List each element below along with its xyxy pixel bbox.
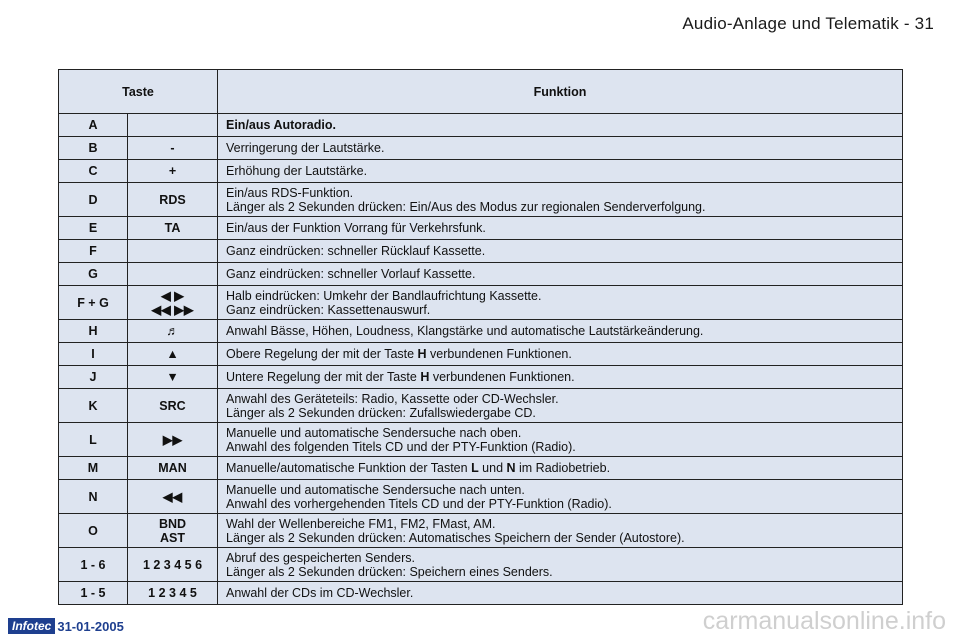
function-line: Anwahl des Geräteteils: Radio, Kassette oder CD-Wechsler. xyxy=(226,391,559,406)
key-cell: A xyxy=(59,114,128,137)
function-cell xyxy=(218,548,903,582)
table-row xyxy=(59,423,903,457)
table-row xyxy=(59,548,903,582)
table-row xyxy=(59,457,903,480)
key-cell: I xyxy=(59,343,128,366)
function-line: Manuelle/automatische Funktion der Tasten L und N im Radiobetrieb. xyxy=(226,461,611,475)
symbol-cell: ◀ ▶ ◀◀ ▶▶ xyxy=(128,286,218,320)
footer xyxy=(8,618,124,634)
table-row xyxy=(59,183,903,217)
brand-logo: Infotec xyxy=(8,618,55,634)
table-row xyxy=(59,582,903,605)
symbol-cell xyxy=(128,263,218,286)
symbol-cell: - xyxy=(128,137,218,160)
function-cell xyxy=(218,217,903,240)
function-line: Abruf des gespeicherten Senders. xyxy=(226,550,416,565)
function-cell xyxy=(218,366,903,389)
function-line: Ganz eindrücken: schneller Vorlauf Kassette. xyxy=(226,267,476,281)
symbol-cell: SRC xyxy=(128,389,218,423)
function-line: Manuelle und automatische Sendersuche nach oben. xyxy=(226,425,522,440)
table-row xyxy=(59,160,903,183)
symbol-cell: ◀◀ xyxy=(128,480,218,514)
key-cell: H xyxy=(59,320,128,343)
table-row xyxy=(59,217,903,240)
symbol-cell: 1 2 3 4 5 xyxy=(128,582,218,605)
table-row xyxy=(59,114,903,137)
function-cell xyxy=(218,389,903,423)
key-cell: F + G xyxy=(59,286,128,320)
function-cell xyxy=(218,183,903,217)
function-cell xyxy=(218,263,903,286)
key-cell: G xyxy=(59,263,128,286)
table-row xyxy=(59,514,903,548)
function-cell xyxy=(218,286,903,320)
function-line: Länger als 2 Sekunden drücken: Speichern eines Senders. xyxy=(226,564,553,579)
function-cell xyxy=(218,240,903,263)
function-cell xyxy=(218,457,903,480)
function-line: Ganz eindrücken: schneller Rücklauf Kassette. xyxy=(226,244,486,258)
table-row xyxy=(59,137,903,160)
function-table xyxy=(58,69,903,605)
key-cell: K xyxy=(59,389,128,423)
footer-date: 31-01-2005 xyxy=(57,618,124,634)
key-cell: L xyxy=(59,423,128,457)
table-row xyxy=(59,366,903,389)
header-function: Funktion xyxy=(218,70,903,114)
function-cell xyxy=(218,514,903,548)
key-cell: D xyxy=(59,183,128,217)
function-cell xyxy=(218,137,903,160)
function-line: Wahl der Wellenbereiche FM1, FM2, FMast, AM. xyxy=(226,516,496,531)
symbol-cell: RDS xyxy=(128,183,218,217)
watermark: carmanualsonline.info xyxy=(702,607,946,635)
header-key: Taste xyxy=(59,70,218,114)
page-title: Audio-Anlage und Telematik - 31 xyxy=(682,14,934,33)
table-row xyxy=(59,320,903,343)
table-row xyxy=(59,240,903,263)
function-line: Halb eindrücken: Umkehr der Bandlaufrichtung Kassette. xyxy=(226,288,542,303)
table-row xyxy=(59,263,903,286)
key-cell: 1 - 6 xyxy=(59,548,128,582)
function-line: Anwahl des vorhergehenden Titels CD und der PTY-Funktion (Radio). xyxy=(226,496,612,511)
function-line: Länger als 2 Sekunden drücken: Ein/Aus des Modus zur regionalen Senderverfolgung. xyxy=(226,199,706,214)
key-cell: N xyxy=(59,480,128,514)
function-cell xyxy=(218,114,903,137)
function-line: Verringerung der Lautstärke. xyxy=(226,141,385,155)
key-cell: F xyxy=(59,240,128,263)
function-line: Obere Regelung der mit der Taste H verbundenen Funktionen. xyxy=(226,347,572,361)
function-cell xyxy=(218,343,903,366)
symbol-cell: 1 2 3 4 5 6 xyxy=(128,548,218,582)
symbol-cell: BND AST xyxy=(128,514,218,548)
symbol-cell: ▼ xyxy=(128,366,218,389)
function-line: Manuelle und automatische Sendersuche nach unten. xyxy=(226,482,525,497)
symbol-cell: + xyxy=(128,160,218,183)
symbol-cell: ▶▶ xyxy=(128,423,218,457)
table-row xyxy=(59,343,903,366)
table-row xyxy=(59,286,903,320)
function-cell xyxy=(218,423,903,457)
symbol-cell: MAN xyxy=(128,457,218,480)
function-cell xyxy=(218,320,903,343)
key-cell: E xyxy=(59,217,128,240)
function-cell xyxy=(218,160,903,183)
function-line: Anwahl des folgenden Titels CD und der PTY-Funktion (Radio). xyxy=(226,439,576,454)
key-cell: C xyxy=(59,160,128,183)
table-header-row xyxy=(59,70,903,114)
key-cell: 1 - 5 xyxy=(59,582,128,605)
key-cell: J xyxy=(59,366,128,389)
symbol-cell xyxy=(128,240,218,263)
function-line: Ganz eindrücken: Kassettenauswurf. xyxy=(226,302,431,317)
function-line: Erhöhung der Lautstärke. xyxy=(226,164,368,178)
function-cell xyxy=(218,582,903,605)
function-line: Ein/aus RDS-Funktion. xyxy=(226,185,354,200)
symbol-cell xyxy=(128,114,218,137)
function-line: Ein/aus der Funktion Vorrang für Verkehrsfunk. xyxy=(226,221,486,235)
symbol-cell: TA xyxy=(128,217,218,240)
function-line: Ein/aus Autoradio. xyxy=(226,118,336,132)
table-row xyxy=(59,480,903,514)
function-line: Anwahl der CDs im CD-Wechsler. xyxy=(226,586,414,600)
key-cell: O xyxy=(59,514,128,548)
function-line: Untere Regelung der mit der Taste H verbundenen Funktionen. xyxy=(226,370,575,384)
function-line: Länger als 2 Sekunden drücken: Zufallswiedergabe CD. xyxy=(226,405,536,420)
function-cell xyxy=(218,480,903,514)
key-cell: B xyxy=(59,137,128,160)
function-line: Anwahl Bässe, Höhen, Loudness, Klangstärke und automatische Lautstärkeänderung. xyxy=(226,324,704,338)
function-line: Länger als 2 Sekunden drücken: Automatisches Speichern der Sender (Autostore). xyxy=(226,530,685,545)
table-row xyxy=(59,389,903,423)
symbol-cell: ▲ xyxy=(128,343,218,366)
symbol-cell: ♬ xyxy=(128,320,218,343)
key-cell: M xyxy=(59,457,128,480)
